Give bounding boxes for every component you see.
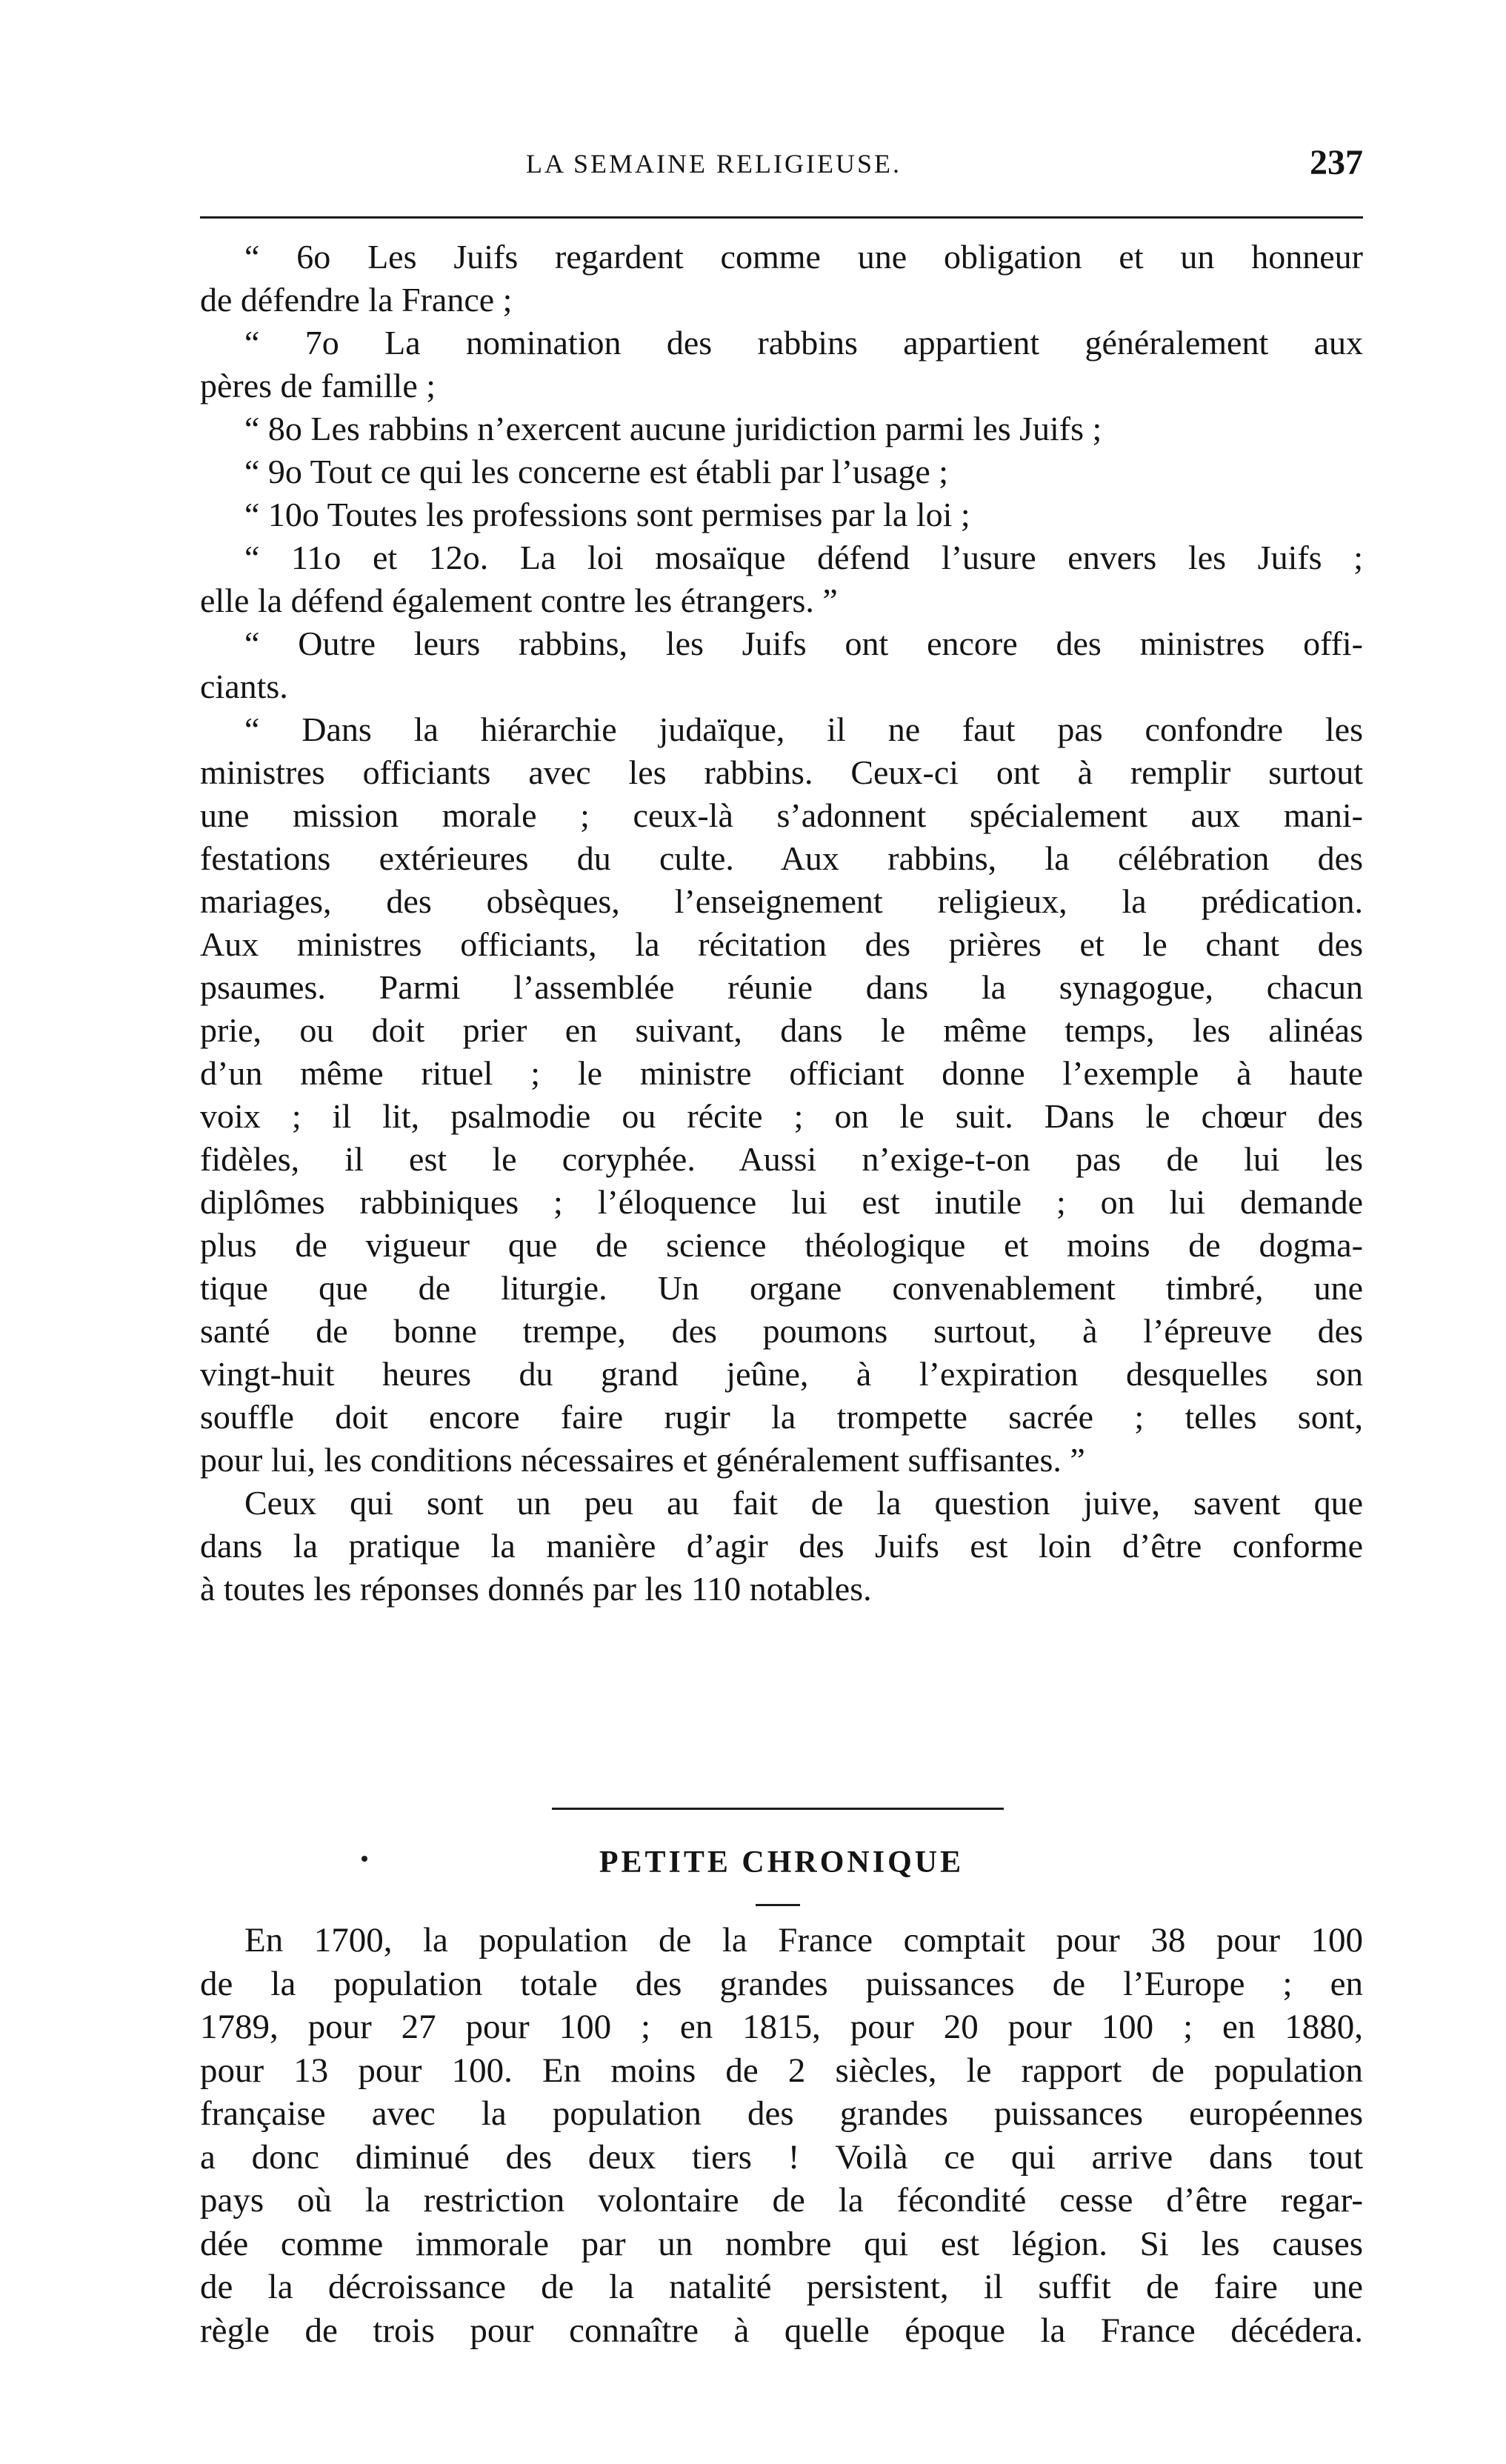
page-header [200, 143, 1363, 200]
text-line: santé de bonne trempe, des poumons surtout, à l’épreuve des [200, 1312, 1363, 1350]
text-line: dans la pratique la manière d’agir des Juifs est loin d’être conforme [200, 1527, 1363, 1565]
text-line: ciants. [200, 667, 288, 705]
text-line: “ 7o La nomination des rabbins appartient généralement aux [244, 324, 1363, 362]
text-line: fidèles, il est le coryphée. Aussi n’exige-t-on pas de lui les [200, 1140, 1363, 1178]
text-line: a donc diminué des deux tiers ! Voilà ce qui arrive dans tout [200, 2137, 1363, 2177]
text-line: elle la défend également contre les étrangers. ” [200, 582, 838, 619]
text-line: pour lui, les conditions nécessaires et généralement suffisantes. ” [200, 1441, 1085, 1479]
body-text [200, 236, 1363, 1611]
text-line: tique que de liturgie. Un organe convenablement timbré, une [200, 1269, 1363, 1307]
text-line: souffle doit encore faire rugir la trompette sacrée ; telles sont, [200, 1398, 1363, 1436]
text-line: de la population totale des grandes puissances de l’Europe ; en [200, 1964, 1363, 2003]
header-rule [200, 216, 1363, 219]
title-underline [756, 1904, 800, 1906]
text-line: “ 8o Les rabbins n’exercent aucune juridiction parmi les Juifs ; [244, 410, 1102, 447]
text-line: “ 6o Les Juifs regardent comme une obligation et un honneur [244, 238, 1363, 276]
text-line: En 1700, la population de la France comptait pour 38 pour 100 [244, 1921, 1363, 1959]
running-title: LA SEMAINE RELIGIEUSE. [526, 149, 902, 179]
text-line: “ Outre leurs rabbins, les Juifs ont encore des ministres offi- [244, 625, 1363, 662]
text-line: pays où la restriction volontaire de la fécondité cesse d’être regar- [200, 2181, 1363, 2220]
section-divider [552, 1808, 1004, 1810]
text-line: voix ; il lit, psalmodie ou récite ; on le suit. Dans le chœur des [200, 1097, 1363, 1135]
text-line: française avec la population des grandes puissances européennes [200, 2094, 1363, 2133]
text-line: psaumes. Parmi l’assemblée réunie dans la synagogue, chacun [200, 968, 1363, 1006]
text-line: Ceux qui sont un peu au fait de la question juive, savent que [244, 1484, 1363, 1522]
text-line: “ 11o et 12o. La loi mosaïque défend l’usure envers les Juifs ; [244, 539, 1363, 576]
text-line: festations extérieures du culte. Aux rabbins, la célébration des [200, 839, 1363, 877]
text-line: 1789, pour 27 pour 100 ; en 1815, pour 20 pour 100 ; en 1880, [200, 2008, 1363, 2046]
text-line: pour 13 pour 100. En moins de 2 siècles, le rapport de population [200, 2051, 1363, 2090]
text-line: à toutes les réponses donnés par les 110 notables. [200, 1570, 872, 1608]
chronique-text [200, 1919, 1363, 2352]
text-line: “ 10o Toutes les professions sont permises par la loi ; [244, 496, 970, 533]
text-line: une mission morale ; ceux-là s’adonnent spécialement aux mani- [200, 796, 1363, 834]
text-line: mariages, des obsèques, l’enseignement religieux, la prédication. [200, 882, 1363, 920]
text-line: Aux ministres officiants, la récitation des prières et le chant des [200, 925, 1363, 963]
text-line: de la décroissance de la natalité persistent, il suffit de faire une [200, 2268, 1363, 2306]
text-line: d’un même rituel ; le ministre officiant donne l’exemple à haute [200, 1054, 1363, 1092]
text-line: “ Dans la hiérarchie judaïque, il ne faut pas confondre les [244, 710, 1363, 748]
page-number: 237 [1310, 143, 1363, 182]
text-line: diplômes rabbiniques ; l’éloquence lui est inutile ; on lui demande [200, 1183, 1363, 1221]
text-line: prie, ou doit prier en suivant, dans le même temps, les alinéas [200, 1011, 1363, 1049]
text-line: “ 9o Tout ce qui les concerne est établi par l’usage ; [244, 453, 949, 490]
text-line: plus de vigueur que de science théologique et moins de dogma- [200, 1226, 1363, 1264]
text-line: règle de trois pour connaître à quelle époque la France décédera. [200, 2311, 1363, 2350]
text-line: de défendre la France ; [200, 281, 513, 319]
text-line: dée comme immorale par un nombre qui est légion. Si les causes [200, 2224, 1363, 2263]
text-line: vingt-huit heures du grand jeûne, à l’expiration desquelles son [200, 1355, 1363, 1393]
section-title: PETITE CHRONIQUE [599, 1845, 964, 1879]
text-line: pères de famille ; [200, 367, 436, 404]
text-line: ministres officiants avec les rabbins. Ceux-ci ont à remplir surtout [200, 753, 1363, 791]
